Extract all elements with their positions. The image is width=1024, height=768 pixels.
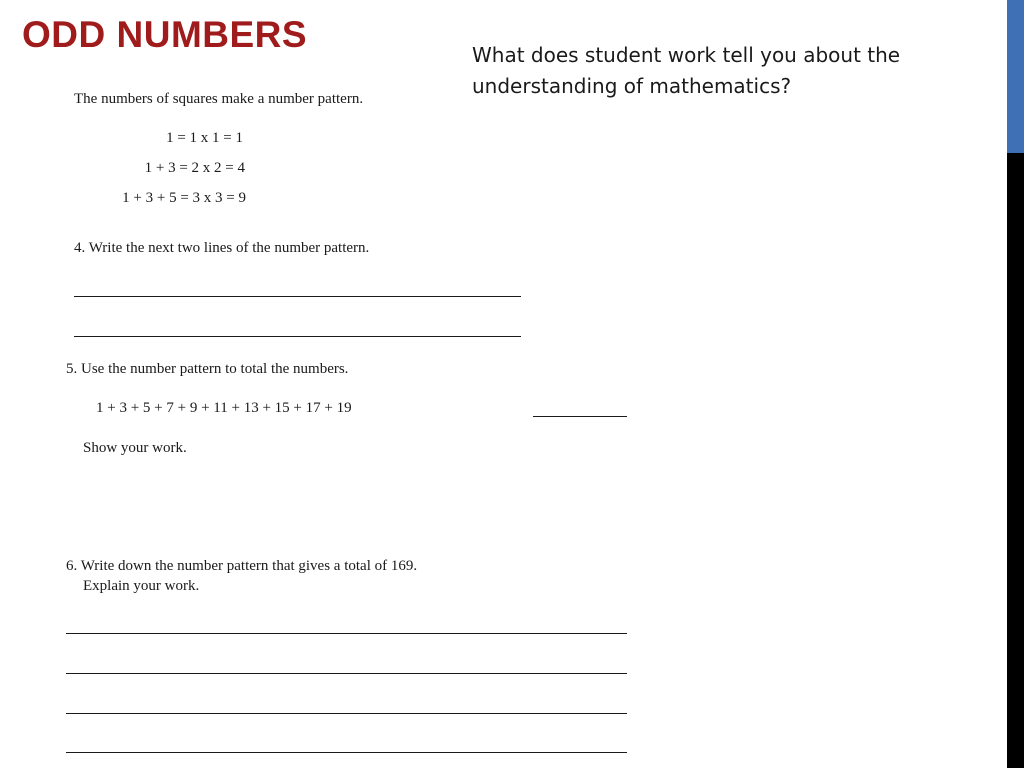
answer-line [66,713,627,714]
sidebar-accent-strip [1007,0,1024,768]
sidebar-black-band [1007,153,1024,768]
slide-title: ODD NUMBERS [22,14,308,55]
question-5: 5. Use the number pattern to total the numbers. [66,361,349,377]
question-4: 4. Write the next two lines of the number pattern. [74,240,370,256]
equation-line: 1 + 3 = 2 x 2 = 4 [144,160,245,176]
answer-line [66,633,627,634]
answer-line [533,416,627,417]
question-6: 6. Write down the number pattern that gives a total of 169. [66,558,418,574]
equation-line: 1 + 3 + 5 = 3 x 3 = 9 [122,190,246,206]
question-5-sum: 1 + 3 + 5 + 7 + 9 + 11 + 13 + 15 + 17 + 19 [96,400,352,416]
question-6-explain: Explain your work. [83,578,200,594]
answer-line [74,336,521,337]
equation-line: 1 = 1 x 1 = 1 [166,130,243,146]
sidebar-blue-band [1007,0,1024,153]
answer-line [66,752,627,753]
answer-line [74,296,521,297]
discussion-question: What does student work tell you about the understanding of mathematics? [472,43,901,98]
worksheet-intro: The numbers of squares make a number pattern. [74,91,364,107]
question-5-show-work: Show your work. [83,440,187,456]
answer-line [66,673,627,674]
